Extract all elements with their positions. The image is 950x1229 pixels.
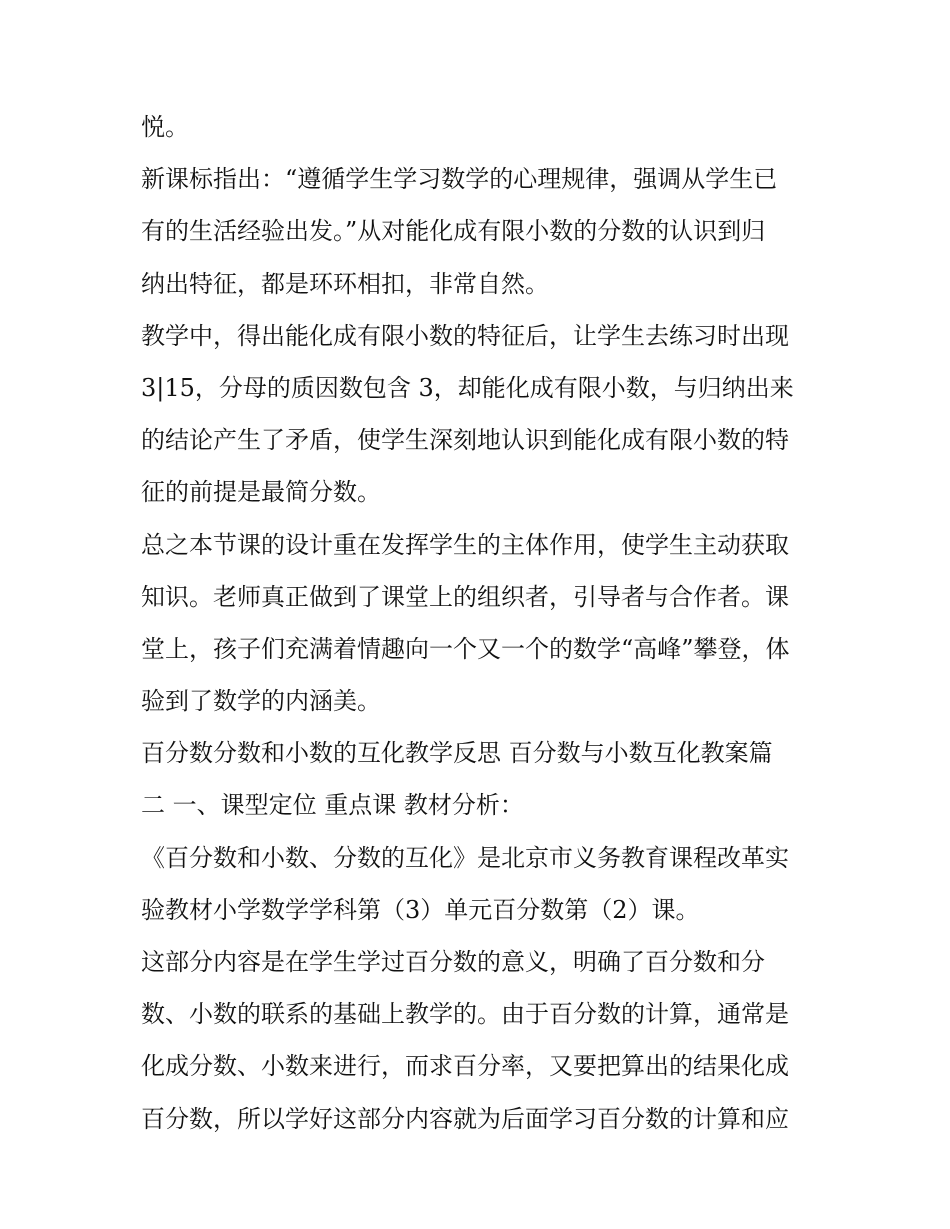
text-line: 有的生活经验出发。”从对能化成有限小数的分数的认识到归 [141, 217, 766, 246]
text-line: 二 一、课型定位 重点课 教材分析： [141, 791, 524, 820]
document-body [141, 105, 821, 1149]
text-line: 的结论产生了矛盾，使学生深刻地认识到能化成有限小数的特 [141, 426, 789, 455]
text-line: 数、小数的联系的基础上教学的。由于百分数的计算，通常是 [141, 1000, 789, 1029]
text-line: 化成分数、小数来进行，而求百分率，又要把算出的结果化成 [141, 1052, 789, 1081]
text-line: 3|15，分母的质因数包含 3，却能化成有限小数，与归纳出来 [141, 373, 794, 402]
text-line: 这部分内容是在学生学过百分数的意义，明确了百分数和分 [141, 948, 765, 976]
text-line: 教学中，得出能化成有限小数的特征后，让学生去练习时出现 [141, 321, 789, 350]
text-line: 验到了数学的内涵美。 [141, 687, 381, 716]
text-line: 新课标指出：“遵循学生学习数学的心理规律，强调从学生已 [141, 165, 778, 194]
text-line: 堂上，孩子们充满着情趣向一个又一个的数学“高峰”攀登，体 [141, 634, 790, 663]
text-line: 征的前提是最简分数。 [141, 478, 381, 507]
text-line: 知识。老师真正做到了课堂上的组织者，引导者与合作者。课 [141, 582, 789, 611]
text-line: 悦。 [141, 113, 189, 141]
text-line: 纳出特征，都是环环相扣，非常自然。 [141, 269, 549, 298]
text-line: 《百分数和小数、分数的互化》是北京市义务教育课程改革实 [141, 843, 789, 872]
text-line: 验教材小学数学学科第（3）单元百分数第（2）课。 [141, 895, 700, 924]
text-line: 总之本节课的设计重在发挥学生的主体作用，使学生主动获取 [141, 530, 789, 559]
text-line: 百分数，所以学好这部分内容就为后面学习百分数的计算和应 [141, 1104, 789, 1133]
text-line: 百分数分数和小数的互化教学反思 百分数与小数互化教案篇 [141, 739, 773, 768]
